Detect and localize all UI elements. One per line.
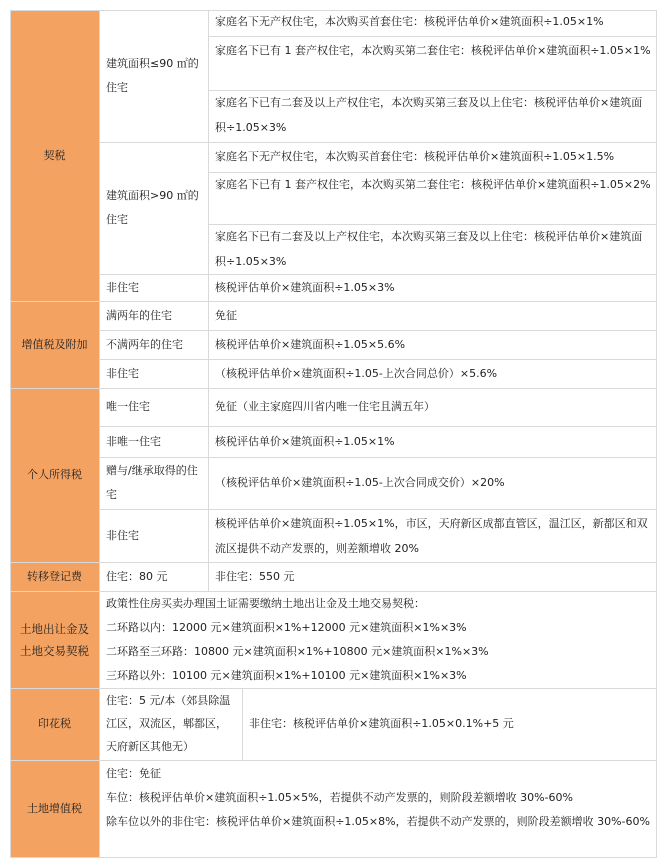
land-vat-label: 土地增值税 bbox=[27, 802, 82, 815]
income-tax-row-value bbox=[208, 457, 657, 509]
vat-row-value bbox=[208, 301, 657, 330]
land-transfer-outer-ring: 三环路以外：10100 元×建筑面积×1%+10100 元×建筑面积×1%×3% bbox=[106, 669, 467, 682]
stamp-duty-residential bbox=[99, 688, 242, 760]
income-tax-row-label bbox=[99, 509, 208, 562]
vat-over-two-years-value: 免征 bbox=[215, 308, 237, 322]
deed-tax-nonres-label: 非住宅 bbox=[106, 280, 139, 294]
table-divider bbox=[10, 388, 657, 389]
deed-tax-le90-first-home: 家庭名下无产权住宅，本次购买首套住宅：核税评估单价×建筑面积÷1.05×1% bbox=[215, 15, 604, 28]
stamp-duty-nonres-text: 非住宅：核税评估单价×建筑面积÷1.05×0.1%+5 元 bbox=[249, 717, 514, 730]
transfer-fee-residential bbox=[99, 562, 208, 591]
income-tax-row-label bbox=[99, 426, 208, 457]
vat-over-two-years-label: 满两年的住宅 bbox=[106, 308, 172, 322]
deed-tax-category bbox=[10, 10, 99, 301]
transfer-fee-category bbox=[10, 562, 99, 591]
transfer-fee-label: 转移登记费 bbox=[27, 569, 82, 583]
table-divider bbox=[10, 591, 657, 592]
land-transfer-label: 土地出让金及土地交易契税 bbox=[20, 621, 89, 658]
income-tax-row-value bbox=[208, 509, 657, 562]
deed-tax-le90-row bbox=[208, 10, 657, 36]
vat-row-label bbox=[99, 301, 208, 330]
deed-tax-le90-label: 建筑面积≤90 ㎡的住宅 bbox=[106, 57, 199, 94]
table-divider bbox=[99, 509, 657, 510]
table-divider bbox=[99, 274, 657, 275]
land-vat-residential: 住宅：免征 bbox=[106, 767, 161, 780]
stamp-duty-category bbox=[10, 688, 99, 760]
income-tax-nonres-value: 核税评估单价×建筑面积÷1.05×1%，市区，天府新区成都直管区，温江区，新都区和双流区提供不动产发票的，则差额增收 20% bbox=[215, 516, 648, 555]
deed-tax-gt90-row bbox=[208, 172, 657, 224]
table-divider bbox=[242, 688, 243, 760]
land-transfer-category bbox=[10, 591, 99, 688]
deed-tax-nonres-text: 核税评估单价×建筑面积÷1.05×3% bbox=[215, 280, 395, 294]
land-vat-parking: 车位：核税评估单价×建筑面积÷1.05×5%，若提供不动产发票的，则阶段差额增收 30%-60% bbox=[106, 791, 573, 804]
table-border bbox=[10, 10, 657, 11]
income-tax-only-home-label: 唯一住宅 bbox=[106, 400, 150, 413]
deed-tax-le90-subcategory bbox=[99, 10, 208, 142]
table-border bbox=[10, 857, 657, 858]
stamp-duty-nonres bbox=[242, 688, 657, 760]
deed-tax-label: 契税 bbox=[43, 148, 66, 162]
income-tax-label: 个人所得税 bbox=[27, 468, 82, 481]
land-transfer-intro: 政策性住房买卖办理国土证需要缴纳土地出让金及土地交易契税： bbox=[106, 597, 425, 610]
table-divider bbox=[99, 457, 657, 458]
land-transfer-second-third-ring: 二环路至三环路：10800 元×建筑面积×1%+10800 元×建筑面积×1%×3% bbox=[106, 645, 489, 658]
table-divider bbox=[208, 172, 657, 173]
deed-tax-nonres-value bbox=[208, 274, 657, 301]
land-vat-other-nonres: 除车位以外的非住宅：核税评估单价×建筑面积÷1.05×8%，若提供不动产发票的，则阶段差额增收 30%-60% bbox=[106, 815, 650, 828]
income-tax-non-only-label: 非唯一住宅 bbox=[106, 434, 161, 448]
vat-row-value bbox=[208, 359, 657, 388]
deed-tax-gt90-row bbox=[208, 224, 657, 274]
transfer-fee-residential-text: 住宅：80 元 bbox=[106, 569, 168, 583]
income-tax-row-label bbox=[99, 388, 208, 426]
deed-tax-gt90-label: 建筑面积>90 ㎡的住宅 bbox=[106, 189, 199, 226]
table-divider bbox=[99, 330, 657, 331]
income-tax-row-label bbox=[99, 457, 208, 509]
deed-tax-le90-second-home: 家庭名下已有 1 套产权住宅，本次购买第二套住宅：核税评估单价×建筑面积÷1.05×1% bbox=[215, 44, 651, 57]
table-divider bbox=[10, 688, 657, 689]
income-tax-gift-value: （核税评估单价×建筑面积÷1.05-上次合同成交价）×20% bbox=[215, 476, 505, 489]
table-border bbox=[656, 10, 657, 858]
vat-under-two-years-value: 核税评估单价×建筑面积÷1.05×5.6% bbox=[215, 337, 406, 351]
table-divider bbox=[99, 359, 657, 360]
stamp-duty-label: 印花税 bbox=[38, 717, 71, 730]
income-tax-only-home-value: 免征（业主家庭四川省内唯一住宅且满五年） bbox=[215, 400, 435, 413]
income-tax-gift-label: 赠与/继承取得的住宅 bbox=[106, 464, 198, 501]
income-tax-category bbox=[10, 388, 99, 562]
deed-tax-le90-row bbox=[208, 90, 657, 142]
land-transfer-content bbox=[99, 591, 657, 688]
deed-tax-le90-row bbox=[208, 36, 657, 90]
vat-category bbox=[10, 301, 99, 388]
table-divider bbox=[10, 301, 657, 302]
table-divider bbox=[10, 562, 657, 563]
table-divider bbox=[10, 760, 657, 761]
deed-tax-gt90-row bbox=[208, 142, 657, 172]
vat-nonres-label: 非住宅 bbox=[106, 366, 139, 380]
vat-under-two-years-label: 不满两年的住宅 bbox=[106, 337, 183, 351]
transfer-fee-nonres-text: 非住宅：550 元 bbox=[215, 569, 295, 583]
land-vat-content bbox=[99, 760, 657, 858]
land-transfer-inner-ring: 二环路以内：12000 元×建筑面积×1%+12000 元×建筑面积×1%×3% bbox=[106, 621, 467, 634]
income-tax-row-value bbox=[208, 388, 657, 426]
stamp-duty-residential-text: 住宅：5 元/本（郊县除温江区，双流区，郫都区，天府新区其他无） bbox=[106, 694, 231, 753]
vat-nonres-value: （核税评估单价×建筑面积÷1.05-上次合同总价）×5.6% bbox=[215, 366, 498, 380]
vat-label: 增值税及附加 bbox=[21, 337, 88, 351]
deed-tax-gt90-subcategory bbox=[99, 142, 208, 274]
deed-tax-le90-third-home: 家庭名下已有二套及以上产权住宅，本次购买第三套及以上住宅：核税评估单价×建筑面积÷1.05×3% bbox=[215, 96, 643, 134]
table-divider bbox=[99, 10, 100, 858]
income-tax-non-only-value: 核税评估单价×建筑面积÷1.05×1% bbox=[215, 434, 395, 448]
deed-tax-nonres-subcategory bbox=[99, 274, 208, 301]
table-divider bbox=[208, 224, 657, 225]
vat-row-label bbox=[99, 359, 208, 388]
income-tax-nonres-label: 非住宅 bbox=[106, 528, 139, 542]
table-divider bbox=[99, 426, 657, 427]
vat-row-label bbox=[99, 330, 208, 359]
vat-row-value bbox=[208, 330, 657, 359]
transfer-fee-nonres bbox=[208, 562, 657, 591]
table-divider bbox=[208, 36, 657, 37]
income-tax-row-value bbox=[208, 426, 657, 457]
deed-tax-gt90-first-home: 家庭名下无产权住宅，本次购买首套住宅：核税评估单价×建筑面积÷1.05×1.5% bbox=[215, 150, 615, 163]
table-divider bbox=[208, 90, 657, 91]
land-vat-category bbox=[10, 760, 99, 858]
table-border bbox=[10, 10, 11, 858]
deed-tax-gt90-third-home: 家庭名下已有二套及以上产权住宅，本次购买第三套及以上住宅：核税评估单价×建筑面积÷1.05×3% bbox=[215, 230, 643, 268]
table-divider bbox=[99, 142, 657, 143]
deed-tax-gt90-second-home: 家庭名下已有 1 套产权住宅，本次购买第二套住宅：核税评估单价×建筑面积÷1.05×2% bbox=[215, 178, 651, 191]
